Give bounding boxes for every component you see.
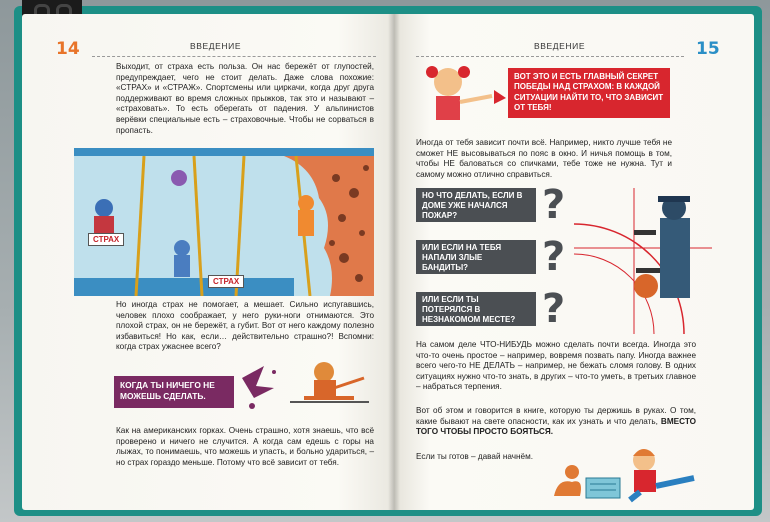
book-gutter [388,14,400,510]
question-mark-2: ? [542,234,566,280]
right-paragraph-1: Иногда от тебя зависит почти всё. Например, никто лучше тебя не сможет НЕ высовываться по пояс в окно. И ничья помощь в том, чтобы НЕ баловаться со спичками, тебе тоже не нужна. Тут и самому можно отлично справиться. [416,138,672,179]
left-page [22,14,394,510]
right-paragraph-3-text: Вот об этом и говорится в книге, которую ты держишь в руках. О том, какие бывают на свете опасности, как их узнать и что делать, [416,406,696,426]
left-paragraph-1: Выходит, от страха есть польза. Он нас бережёт от глупостей, предупреждает, чего не стоит делать. Даже слова похожие: «СТРАХ» и «СТРАЖ». Спортсмены или циркачи, когда друг друга поддерживают во время сложных прыжков, так это и называют – «страховать». То есть оберегать от падения. У альпинистов верёвки специальные есть – страховочные. Чтобы не сорваться в пропасть. [116,62,374,135]
right-callout-text: ВОТ ЭТО И ЕСТЬ ГЛАВНЫЙ СЕКРЕТ ПОБЕДЫ НАД СТРАХОМ: В КАЖДОЙ СИТУАЦИИ НАЙТИ ТО, ЧТО ЗАВИСИТ ОТ ТЕБЯ! [514,72,664,113]
strakh-sign-2: СТРАХ [208,275,244,288]
questions-block [416,182,712,334]
right-page-number: 15 [696,39,720,59]
right-paragraph-4: Если ты готов – давай начнём. [416,452,533,461]
left-callout-text: КОГДА ТЫ НИЧЕГО НЕ МОЖЕШЬ СДЕЛАТЬ. [120,380,215,401]
right-paragraph-3 [416,406,696,438]
question-box-3: ИЛИ ЕСЛИ ТЫ ПОТЕРЯЛСЯ В НЕЗНАКОМОМ МЕСТЕ? [416,292,536,326]
left-page-number: 14 [56,39,80,59]
climbing-illustration [74,148,374,296]
question-mark-3: ? [542,286,566,332]
left-header-rule [92,56,376,57]
left-paragraph-3: Как на американских горках. Очень страшно, хотя знаешь, что всё проверено и ничего не случится. А когда сам едешь с горы на лыжах, то понимаешь, что можешь и упасть, и больно удариться, – но страх гораздо меньше. Потому что всё зависит от тебя. [116,426,374,467]
question-box-2: ИЛИ ЕСЛИ НА ТЕБЯ НАПАЛИ ЗЛЫЕ БАНДИТЫ? [416,240,536,274]
right-page [394,14,754,510]
right-header-rule [416,56,684,57]
right-page-header: ВВЕДЕНИЕ [534,41,586,51]
right-paragraph-3-emphasis: ВМЕСТО ТОГО ЧТОБЫ ПРОСТО БОЯТЬСЯ. [416,416,696,437]
detective-illustration [574,188,712,334]
left-page-header: ВВЕДЕНИЕ [190,41,242,51]
strakh-sign-1: СТРАХ [88,233,124,246]
left-paragraph-2: Но иногда страх не помогает, а мешает. Сильно испугавшись, человек плохо соображает, у него руки-ноги отнимаются. Это плохой страх, он не бережёт, а губит. Вот от него каждому полезно избавиться! Но как, если… действительно страшно?! Вспомни: когда страх ужаснее всего? [116,300,374,352]
question-mark-1: ? [542,182,566,228]
sled-boy-illustration [234,358,374,420]
right-paragraph-2: На самом деле ЧТО-НИБУДЬ можно сделать почти всегда. Иногда это что-то очень простое – например, вовремя позвать папу. Иногда важнее всего чего-то НЕ ДЕЛАТЬ – например, не бежать сломя голову. В одних ситуациях нужно что-то знать, в других – что-то уметь, в третьих главное – набраться терпения. [416,340,696,392]
girl-pointing-illustration [418,60,508,124]
question-box-1: НО ЧТО ДЕЛАТЬ, ЕСЛИ В ДОМЕ УЖЕ НАЧАЛСЯ ПОЖАР? [416,188,536,222]
kids-reading-illustration [544,438,704,504]
